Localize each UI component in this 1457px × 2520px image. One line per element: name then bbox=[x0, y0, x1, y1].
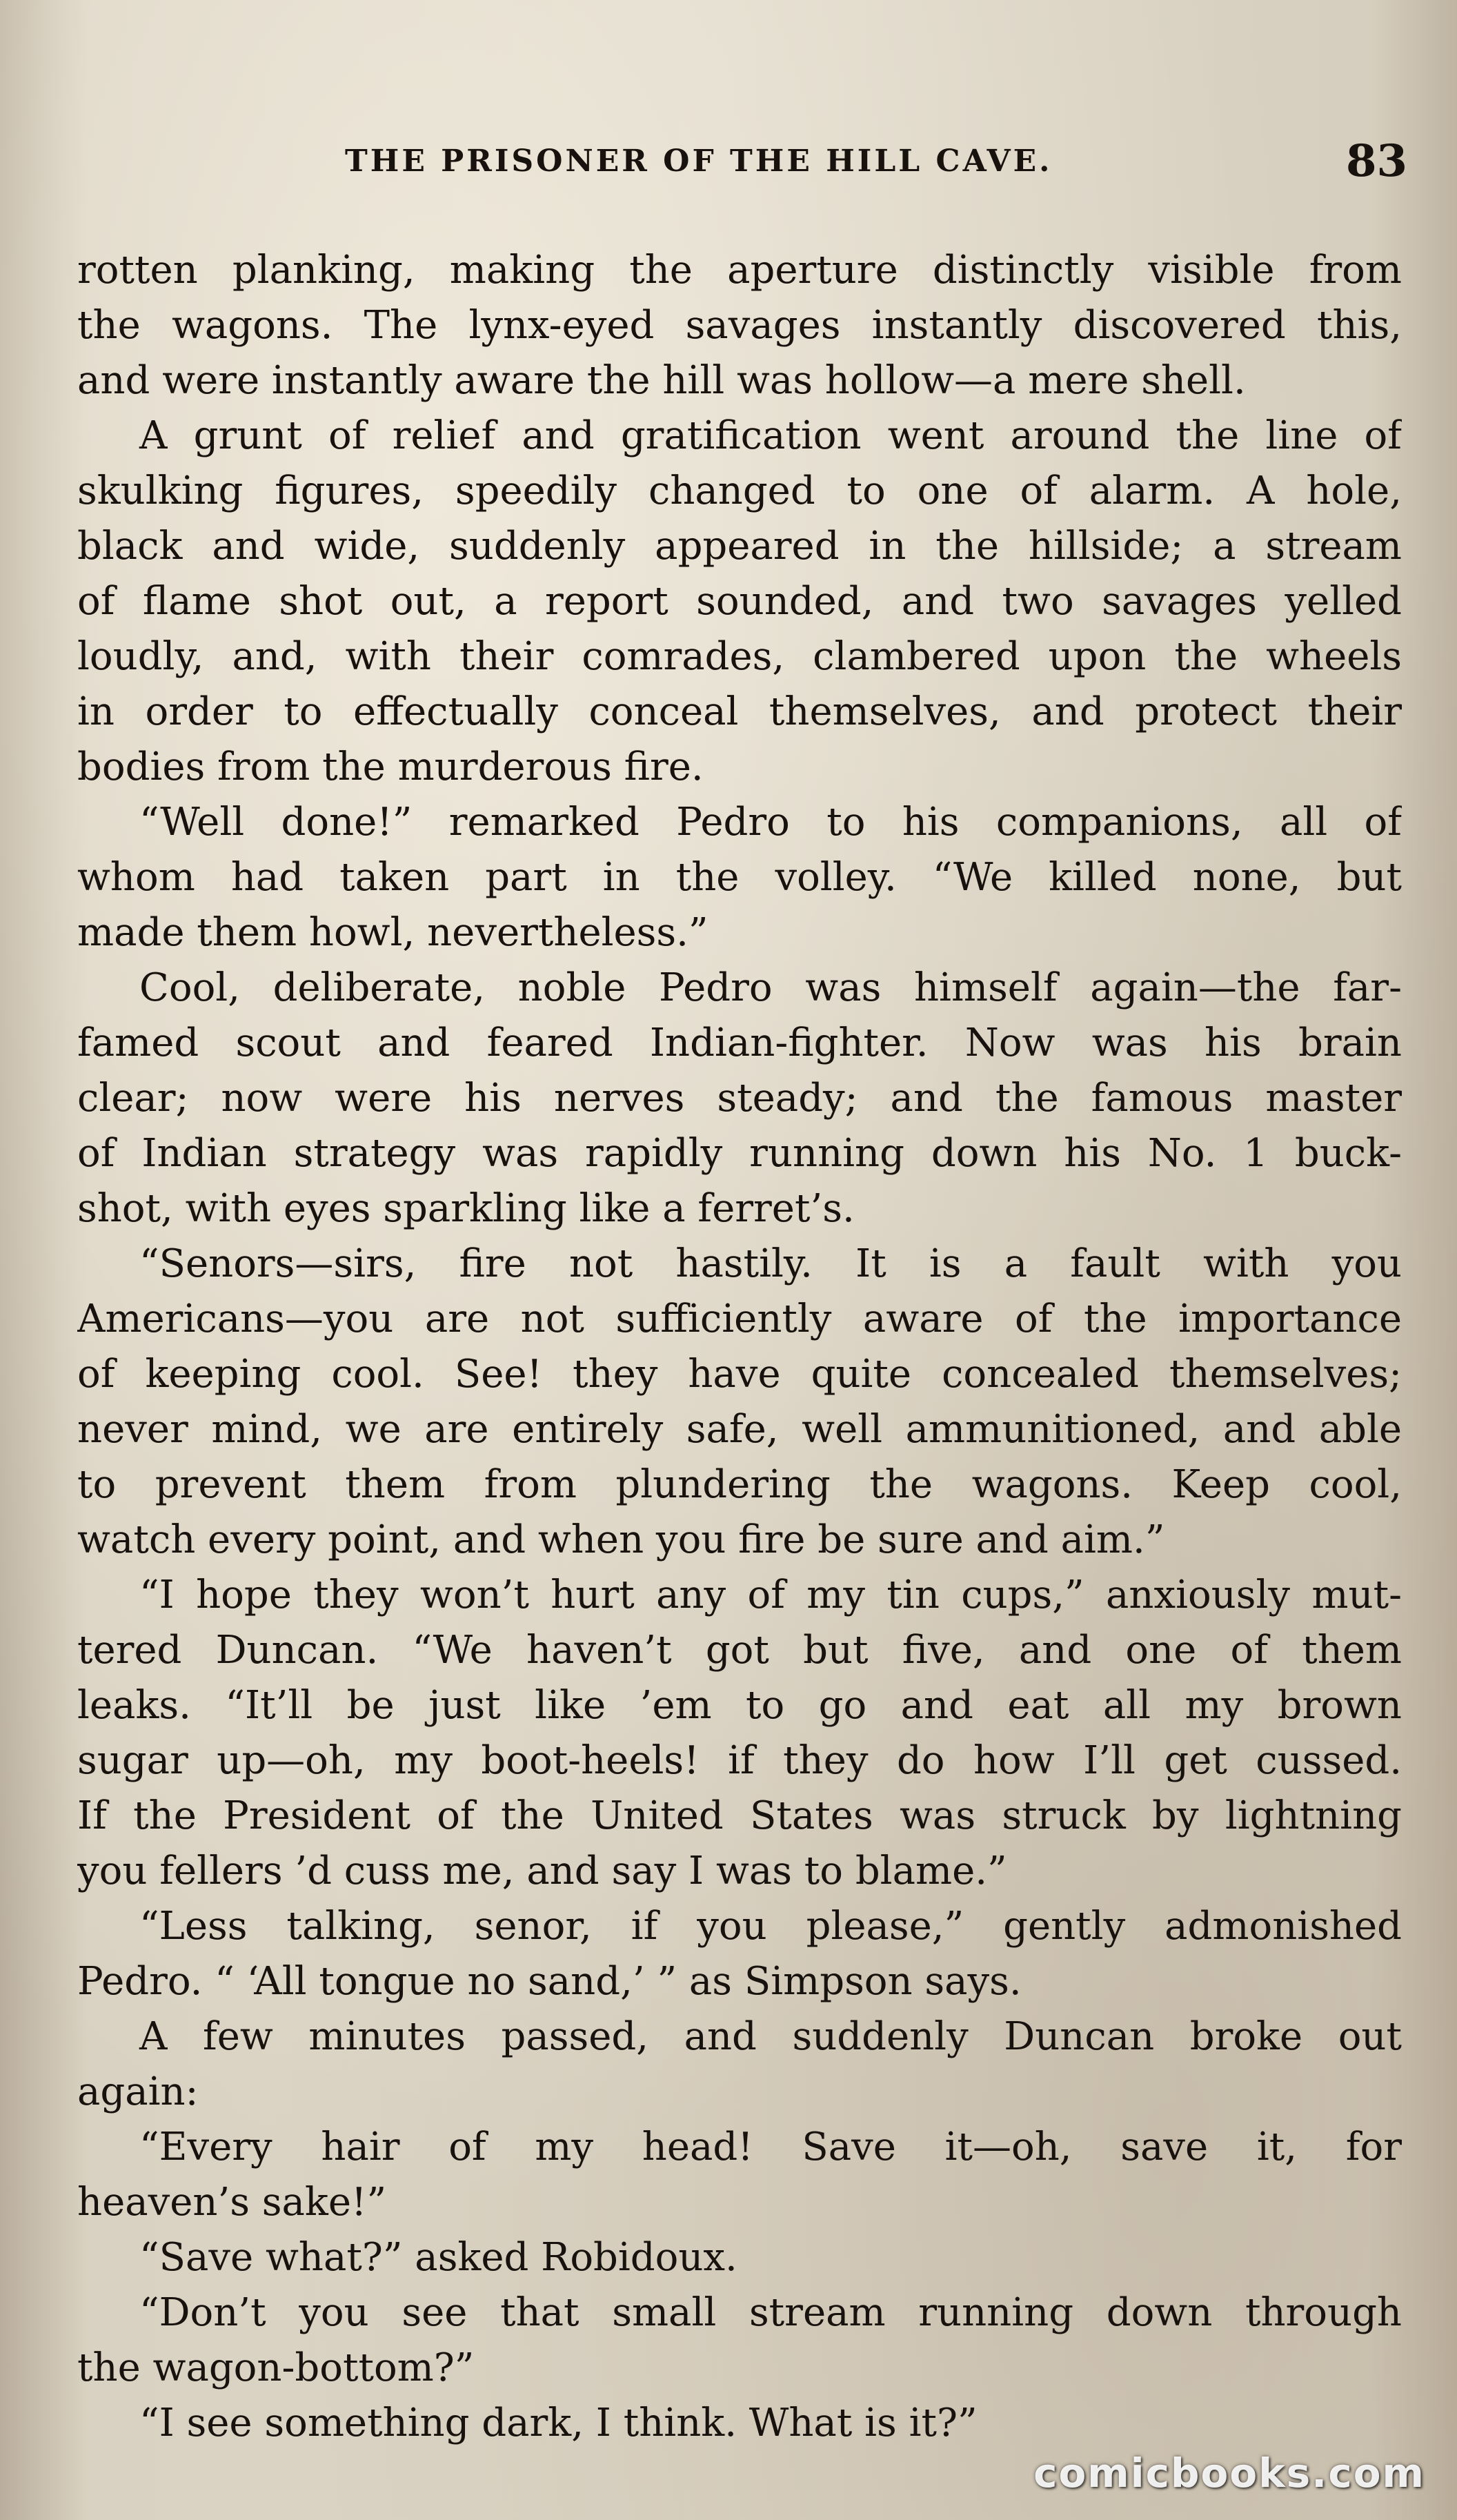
text-line: “I see something dark, I think. What is it?” bbox=[139, 2401, 978, 2445]
text-line: clear; now were his nerves steady; and the famous master bbox=[77, 1076, 1402, 1121]
text-line: If the President of the United States was struck by lightning bbox=[77, 1793, 1402, 1838]
text-line: shot, with eyes sparkling like a ferret’s. bbox=[77, 1186, 855, 1231]
text-line: Pedro. “ ‘All tongue no sand,’ ” as Simpson says. bbox=[77, 1959, 1022, 2004]
page-number: 83 bbox=[1345, 135, 1407, 187]
text-line: rotten planking, making the aperture distinctly visible from bbox=[77, 248, 1402, 293]
text-line: Cool, deliberate, noble Pedro was himself again—the far- bbox=[139, 965, 1402, 1010]
text-line: heaven’s sake!” bbox=[77, 2180, 387, 2225]
text-line: “Senors—sirs, fire not hastily. It is a fault with you bbox=[139, 1241, 1402, 1286]
text-line: made them howl, nevertheless.” bbox=[77, 910, 708, 955]
text-line: skulking figures, speedily changed to one of alarm. A hole, bbox=[77, 469, 1402, 513]
text-line: of keeping cool. See! they have quite concealed themselves; bbox=[77, 1352, 1402, 1397]
text-line: Americans—you are not sufficiently aware of the importance bbox=[77, 1297, 1402, 1341]
text-line: of Indian strategy was rapidly running down his No. 1 buck- bbox=[77, 1131, 1402, 1176]
watermark-logo: comicbooks.com bbox=[1033, 2450, 1425, 2497]
text-line: famed scout and feared Indian-fighter. Now was his brain bbox=[77, 1021, 1402, 1065]
text-line: “Well done!” remarked Pedro to his companions, all of bbox=[139, 800, 1402, 845]
text-line: “Don’t you see that small stream running down through bbox=[139, 2290, 1402, 2335]
text-line: of flame shot out, a report sounded, and two savages yelled bbox=[77, 579, 1402, 624]
text-line: loudly, and, with their comrades, clambered upon the wheels bbox=[77, 634, 1402, 679]
text-line: whom had taken part in the volley. “We killed none, but bbox=[77, 855, 1402, 900]
text-line: black and wide, suddenly appeared in the hillside; a stream bbox=[77, 524, 1402, 569]
text-line: “I hope they won’t hurt any of my tin cups,” anxiously mut- bbox=[139, 1573, 1402, 1617]
text-line: “Every hair of my head! Save it—oh, save it, for bbox=[139, 2125, 1402, 2169]
text-line: tered Duncan. “We haven’t got but five, and one of them bbox=[77, 1628, 1402, 1673]
text-line: A few minutes passed, and suddenly Duncan broke out bbox=[139, 2014, 1402, 2059]
text-line: again: bbox=[77, 2069, 199, 2114]
text-line: the wagons. The lynx-eyed savages instantly discovered this, bbox=[77, 303, 1402, 348]
text-line: never mind, we are entirely safe, well ammunitioned, and able bbox=[77, 1407, 1402, 1452]
text-line: A grunt of relief and gratification went around the line of bbox=[139, 413, 1402, 458]
text-line: leaks. “It’ll be just like ’em to go and eat all my brown bbox=[77, 1683, 1402, 1728]
page-header bbox=[76, 135, 1407, 193]
text-line: in order to effectually conceal themselves, and protect their bbox=[77, 689, 1402, 734]
text-line: to prevent them from plundering the wagons. Keep cool, bbox=[77, 1462, 1402, 1507]
running-head: THE PRISONER OF THE HILL CAVE. bbox=[345, 144, 1053, 179]
text-line: and were instantly aware the hill was hollow—a mere shell. bbox=[77, 358, 1246, 403]
text-line: “Less talking, senor, if you please,” gently admonished bbox=[139, 1904, 1402, 1949]
body-text bbox=[77, 243, 1402, 2451]
text-line: sugar up—oh, my boot-heels! if they do how I’ll get cussed. bbox=[77, 1738, 1402, 1783]
text-line: watch every point, and when you fire be sure and aim.” bbox=[77, 1517, 1165, 1562]
text-line: the wagon-bottom?” bbox=[77, 2345, 475, 2390]
text-line: bodies from the murderous fire. bbox=[77, 745, 704, 789]
text-line: “Save what?” asked Robidoux. bbox=[139, 2235, 737, 2280]
text-line: you fellers ’d cuss me, and say I was to blame.” bbox=[77, 1849, 1007, 1893]
